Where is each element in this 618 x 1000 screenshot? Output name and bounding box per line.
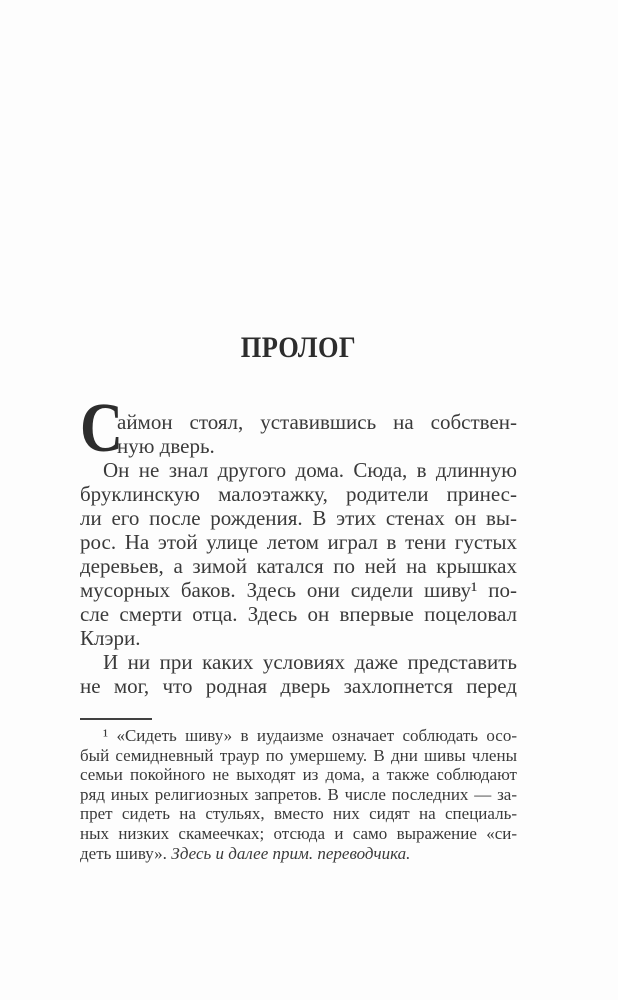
- footnote-line: ¹ «Сидеть шиву» в иудаизме означает соблюдать осо-: [103, 726, 517, 745]
- footnote-divider: [80, 718, 152, 720]
- text-line: деревьев, а зимой катался по ней на крышках: [80, 554, 517, 578]
- paragraph: [80, 650, 517, 698]
- text-line: сле смерти отца. Здесь он впервые поцеловал: [80, 602, 517, 626]
- text-line: Он не знал другого дома. Сюда, в длинную: [103, 458, 517, 482]
- footnote-line: ряд иных религиозных запретов. В числе последних — за-: [80, 784, 517, 804]
- text-line: мусорных баков. Здесь они сидели шиву¹ по-: [80, 578, 517, 602]
- text-line: И ни при каких условиях даже представить: [103, 650, 517, 674]
- footnote: [80, 718, 517, 863]
- paragraph-opening: [80, 390, 517, 467]
- footnote-line: [80, 844, 517, 864]
- paragraph: [80, 458, 517, 650]
- text-line: рос. На этой улице летом играл в тени густых: [80, 530, 517, 554]
- footnote-line: прет сидеть на стульях, вместо них сидят на специаль-: [80, 804, 517, 824]
- translator-note: Здесь и далее прим. переводчика.: [171, 843, 411, 863]
- text-line: Клэри.: [80, 626, 141, 650]
- footnote-line: ных низких скамеечках; отсюда и само выражение «си-: [80, 823, 517, 843]
- text-line: ли его после рождения. В этих стенах он вы-: [80, 506, 517, 530]
- footnote-text: деть шиву».: [80, 843, 172, 863]
- chapter-title: ПРОЛОГ: [240, 331, 357, 364]
- drop-cap: С: [80, 390, 123, 467]
- footnote-line: семьи покойного не выходят из дома, а также соблюдают: [80, 765, 517, 785]
- footnote-line: бый семидневный траур по умершему. В дни шивы члены: [80, 745, 517, 765]
- text-line: бруклинскую малоэтажку, родители принес-: [80, 482, 517, 506]
- text-line: ную дверь.: [117, 434, 215, 458]
- body-text: [80, 390, 517, 698]
- text-line: аймон стоял, уставившись на собствен-: [117, 410, 517, 434]
- text-line: не мог, что родная дверь захлопнется перед: [80, 674, 517, 698]
